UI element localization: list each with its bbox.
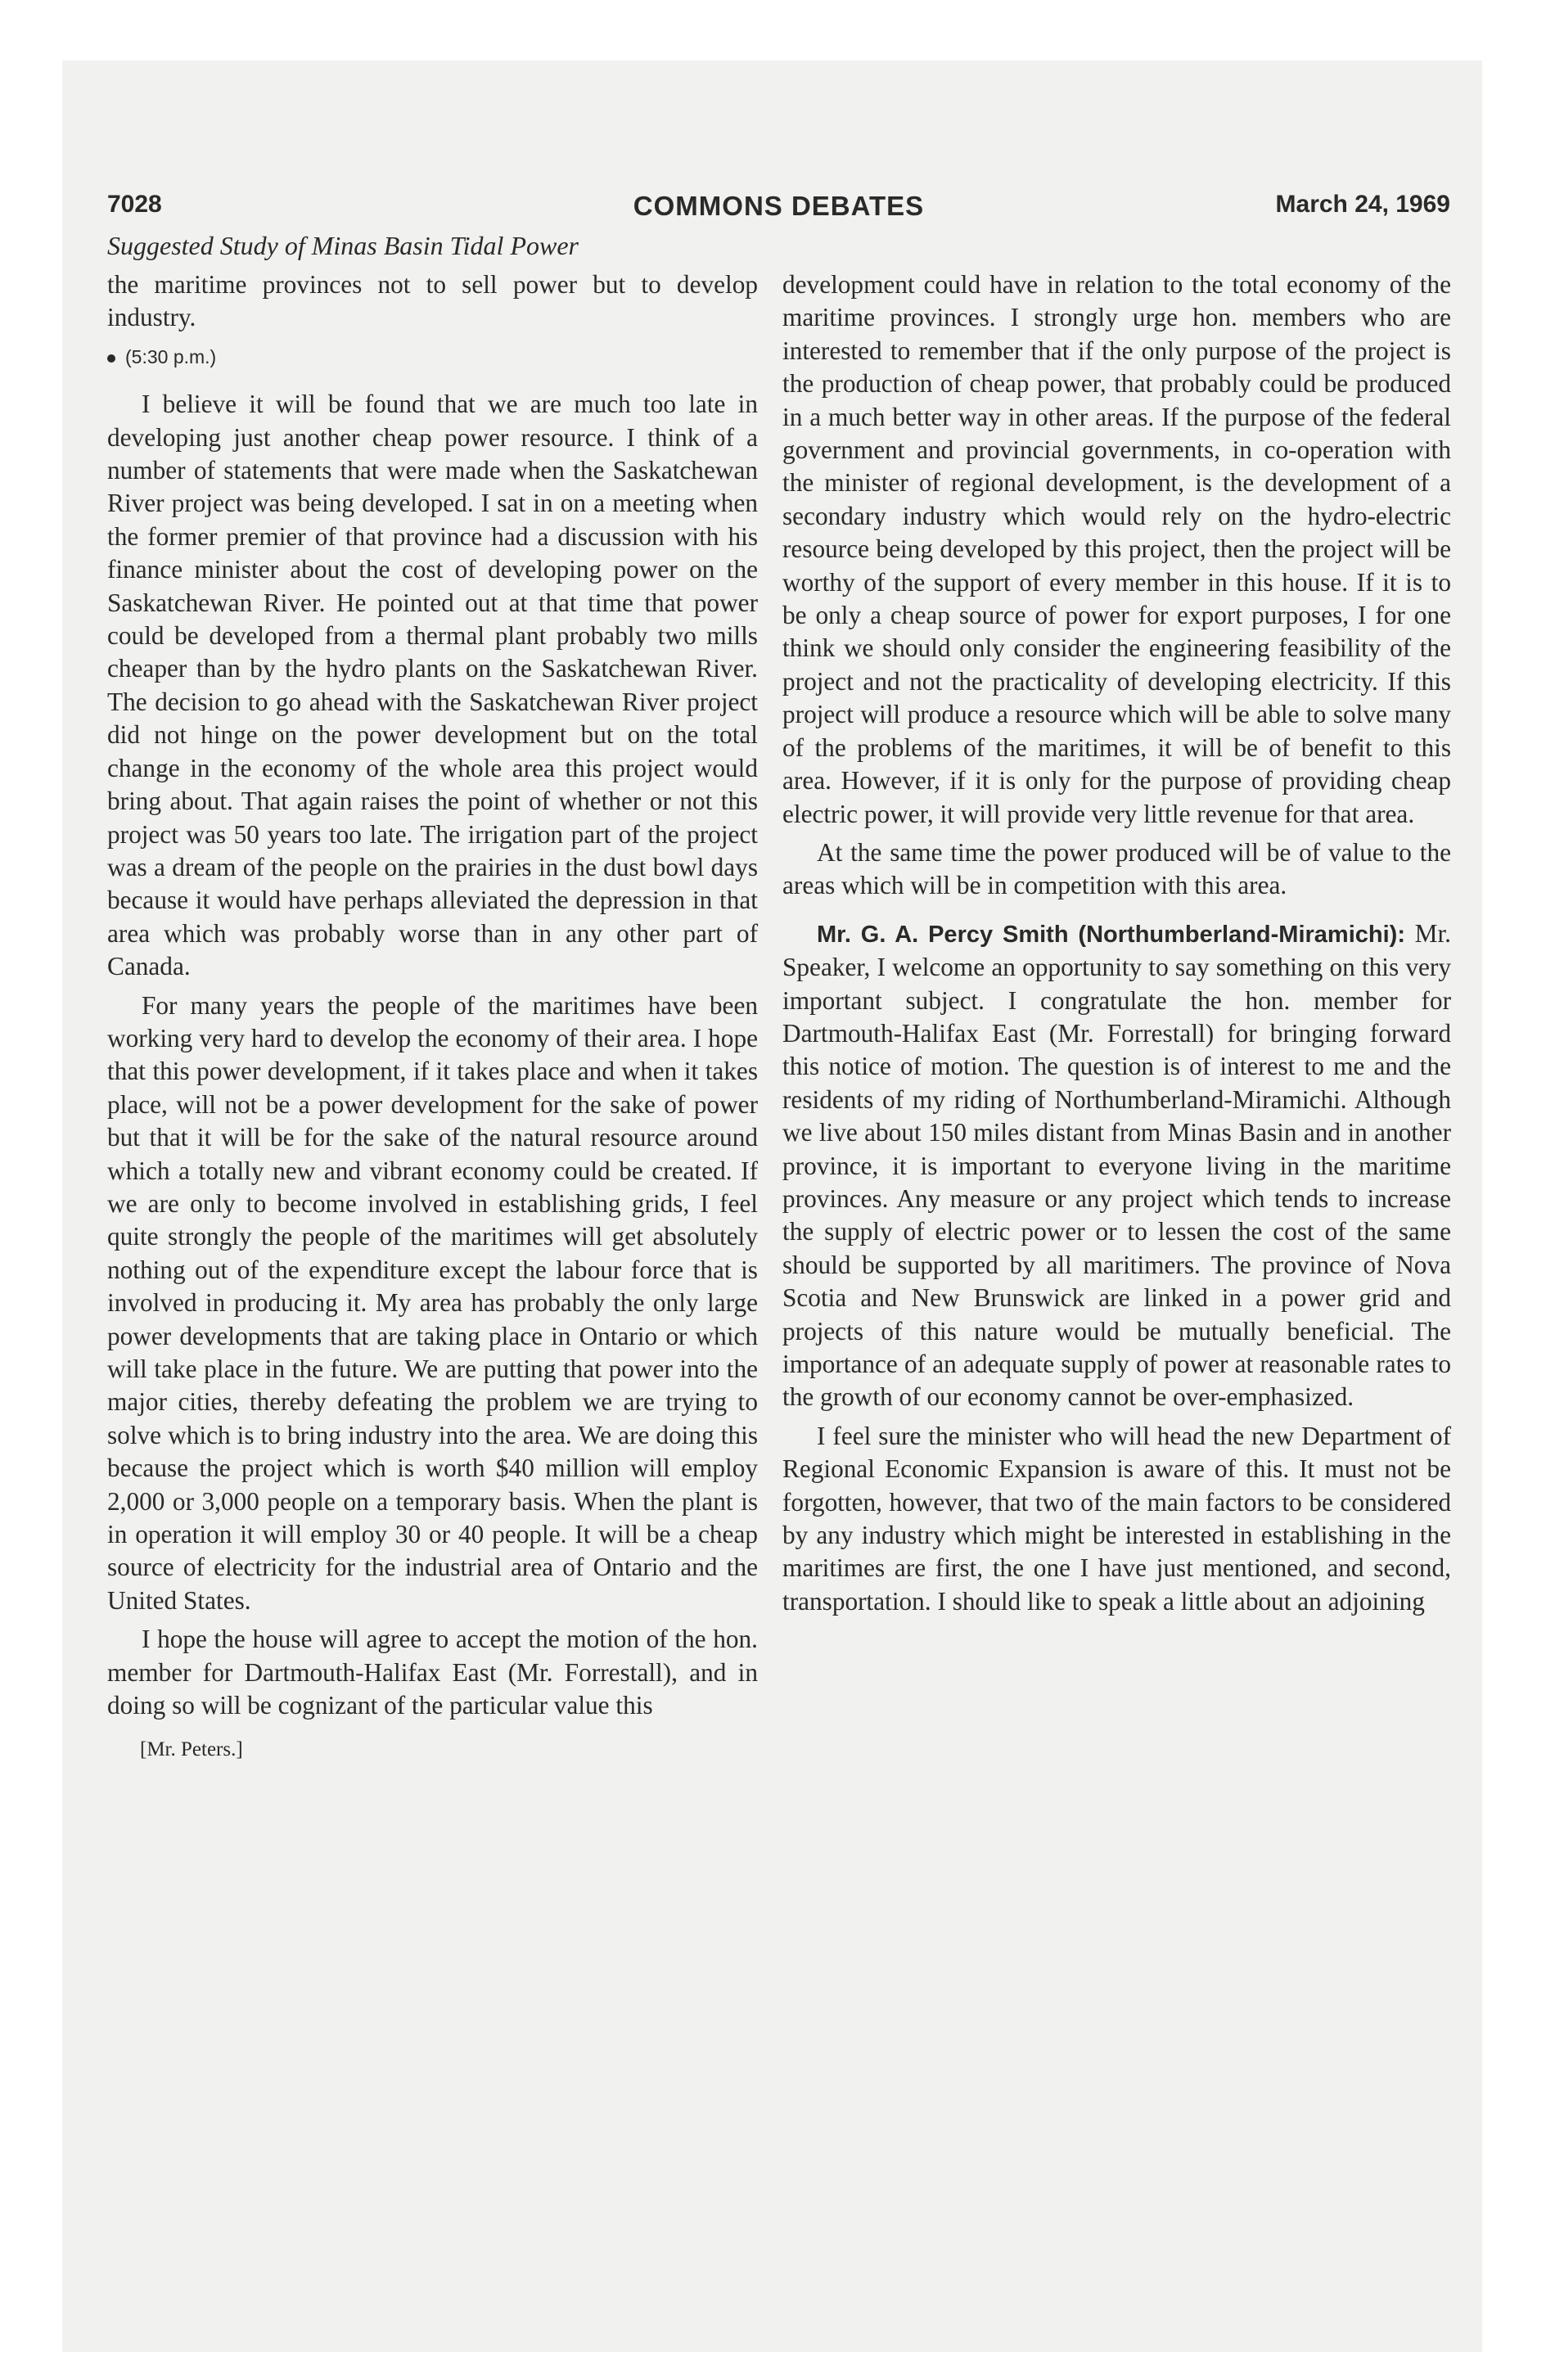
publication-date: March 24, 1969: [1275, 191, 1450, 218]
speech-paragraph: [782, 917, 1451, 1414]
page-number: 7028: [107, 191, 162, 218]
left-column: [107, 268, 758, 1773]
time-stamp: [107, 340, 758, 373]
page-header: [107, 191, 1450, 232]
paragraph: the maritime provinces not to sell power but to develop industry.: [107, 270, 758, 332]
paragraph: At the same time the power produced will be of value to the areas which will be in competition with this area.: [782, 837, 1451, 900]
publication-title: COMMONS DEBATES: [633, 191, 925, 221]
speech-text: Mr. Speaker, I welcome an opportunity to say something on this very important subject. I congratulate the hon. member for Dartmouth-Halifax East (Mr. Forrestall) for bringing forward this notice of motion. The question is of interest to me and the residents of my riding of Northumberland-Miramichi. Although we live about 150 miles distant from Minas Basin and in another province, it is important to everyone living in the maritime provinces. Any measure or any project which tends to increase the supply of electric power or to lessen the cost of the same should be supported by all maritimers. The province of Nova Scotia and New Brunswick are linked in a power grid and projects of this nature would be mutually beneficial. The importance of an adequate supply of power at reasonable rates to the growth of our economy cannot be over-emphasized.: [782, 918, 1451, 1412]
right-column: [782, 268, 1451, 1624]
paragraph: For many years the people of the maritimes have been working very hard to develop the economy of their area. I hope that this power development, if it takes place and when it takes place, will not be a power development for the sake of power but that it will be for the sake of the natural resource around which a totally new and vibrant economy could be created. If we are only to become involved in establishing grids, I feel quite strongly the people of the maritimes will get absolutely nothing out of the expenditure except the labour force that is involved in producing it. My area has probably the only large power developments that are taking place in Ontario or which will take place in the future. We are putting that power into the major cities, thereby defeating the problem we are trying to solve which is to bring industry into the area. We are doing this because the project which is worth $40 million will employ 2,000 or 3,000 people on a temporary basis. When the plant is in operation it will employ 30 or 40 people. It will be a cheap source of electricity for the industrial area of Ontario and the United States.: [107, 990, 758, 1615]
paragraph: I hope the house will agree to accept the motion of the hon. member for Dartmouth-Halifax East (Mr. Forrestall), and in doing so will be cognizant of the particular value this: [107, 1625, 758, 1720]
speaker-footer: [Mr. Peters.]: [140, 1738, 243, 1761]
paragraph: development could have in relation to the total economy of the maritime provinces. I strongly urge hon. members who are interested to remember that if the only purpose of the project is the production of cheap power, that probably could be produced in a much better way in other areas. If the purpose of the federal government and provincial governments, in co-operation with the minister of regional development, is the development of a secondary industry which would rely on the hydro-electric resource being developed by this project, then the project will be worthy of the support of every member in this house. If it is to be only a cheap source of power for export purposes, I for one think we should only consider the engineering feasibility of the project and not the practicality of developing electricity. If this project will produce a resource which will be able to solve many of the problems of the maritimes, it will be of benefit to this area. However, if it is only for the purpose of providing cheap electric power, it will provide very little revenue for that area.: [782, 270, 1451, 828]
time-stamp-text: (5:30 p.m.): [125, 345, 217, 367]
section-subheading: Suggested Study of Minas Basin Tidal Power: [107, 231, 579, 260]
paragraph: I feel sure the minister who will head the new Department of Regional Economic Expansion is aware of this. It must not be forgotten, however, that two of the main factors to be considered by any industry which might be interested in establishing in the maritimes are first, the one I have just mentioned, and second, transportation. I should like to speak a little about an adjoining: [782, 1421, 1451, 1616]
bullet-icon: [107, 354, 115, 363]
speaker-name: Mr. G. A. Percy Smith (Northumberland-Miramichi):: [817, 921, 1405, 948]
paragraph: I believe it will be found that we are much too late in developing just another cheap power resource. I think of a number of statements that were made when the Saskatchewan River project was being developed. I sat in on a meeting when the former premier of that province had a discussion with his finance minister about the cost of developing power on the Saskatchewan River. He pointed out at that time that power could be developed from a thermal plant probably two mills cheaper than by the hydro plants on the Saskatchewan River. The decision to go ahead with the Saskatchewan River project did not hinge on the power development but on the total change in the economy of the whole area this project would bring about. That again raises the point of whether or not this project was 50 years too late. The irrigation part of the project was a dream of the people on the prairies in the dust bowl days because it would have perhaps alleviated the depression in that area which was probably worse than in any other part of Canada.: [107, 390, 758, 981]
